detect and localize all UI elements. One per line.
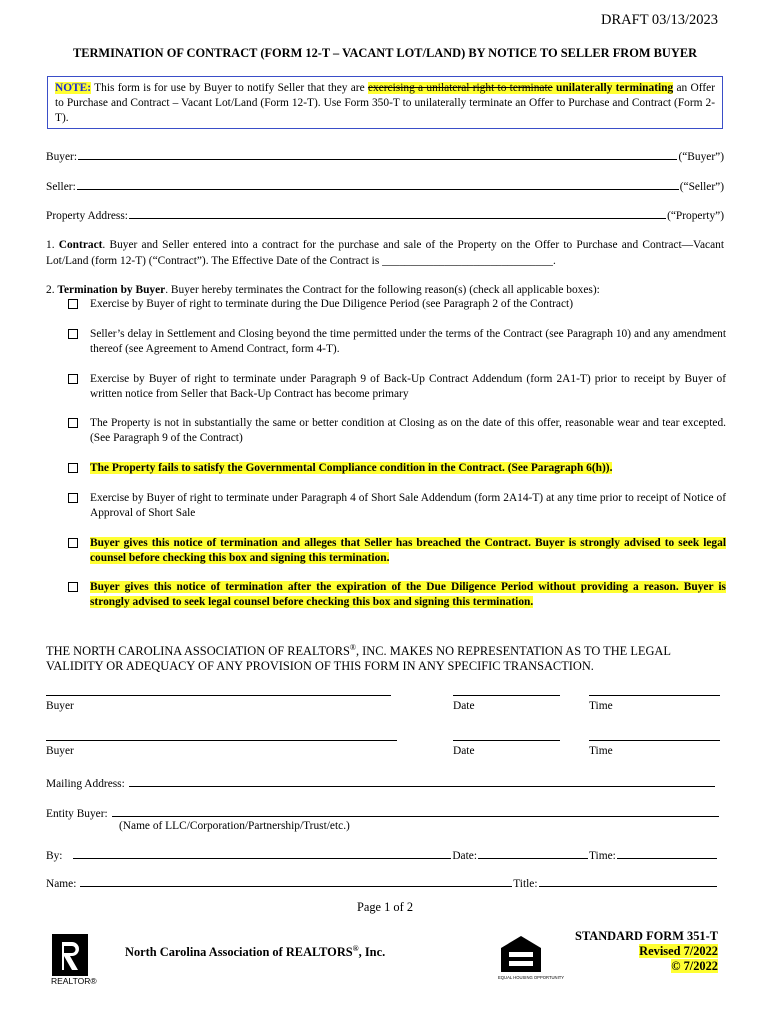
mailing-label: Mailing Address: (46, 778, 128, 790)
form-number: STANDARD FORM 351-T (575, 929, 718, 943)
disclaimer-text: , INC. MAKES NO REPRESENTATION AS TO THE LEGAL VALIDITY OR ADEQUACY OF ANY PROVISION OF THIS FORM IN ANY SPECIFIC TRANSACTION. (46, 644, 671, 674)
checkbox[interactable] (68, 418, 78, 428)
realtor-logo-icon (50, 932, 98, 986)
reason-text: The Property fails to satisfy the Governmental Compliance condition in the Contract. (See Paragraph 6(h)). (90, 462, 613, 474)
buyer-suffix: (“Buyer”) (678, 151, 724, 163)
equal-housing-icon (497, 934, 565, 986)
date-line-2[interactable] (453, 740, 560, 741)
checkbox[interactable] (68, 374, 78, 384)
buyer-label: Buyer: (46, 151, 78, 163)
buyer-line[interactable] (78, 158, 677, 160)
copyright: © 7/2022 (671, 959, 718, 973)
disclaimer-text: THE NORTH CAROLINA ASSOCIATION OF REALTORS (46, 644, 350, 659)
time-label: Time (589, 700, 613, 712)
buyer-label: Buyer (46, 700, 74, 712)
reason-checkbox-due-diligence[interactable] (68, 297, 726, 312)
entity-line[interactable] (112, 815, 719, 817)
reason-checkbox-backup-contract[interactable] (68, 372, 726, 402)
note-inserted-text: unilaterally terminating (552, 82, 674, 94)
entity-label: Entity Buyer: (46, 808, 111, 820)
checkbox[interactable] (68, 582, 78, 592)
reason-checkbox-short-sale[interactable] (68, 491, 726, 521)
seller-field[interactable] (46, 177, 724, 193)
date-line-1[interactable] (453, 695, 560, 696)
by-line[interactable] (73, 857, 451, 859)
section-number: 2. (46, 284, 55, 296)
reason-text: Exercise by Buyer of right to terminate under Paragraph 4 of Short Sale Addendum (form 2A14-T) at any time prior to receipt of Notice of Approval of Short Sale (90, 492, 726, 519)
mailing-address-field[interactable] (46, 774, 716, 790)
seller-label: Seller: (46, 181, 76, 193)
section-heading: Termination by Buyer (57, 284, 166, 296)
svg-text:EQUAL HOUSING OPPORTUNITY: EQUAL HOUSING OPPORTUNITY (498, 975, 565, 980)
time-label: Time (589, 745, 613, 757)
title-label: Title: (513, 878, 538, 890)
name-line[interactable] (80, 885, 512, 887)
date-label: Date (453, 700, 475, 712)
buyer-signature-line-2[interactable] (46, 740, 397, 741)
page-number: Page 1 of 2 (356, 900, 414, 914)
svg-text:REALTOR®: REALTOR® (51, 976, 97, 986)
reason-checkbox-property-condition[interactable] (68, 416, 726, 446)
name-field[interactable] (46, 874, 718, 890)
property-suffix: (“Property”) (667, 210, 724, 222)
name-label: Name: (46, 878, 80, 890)
reason-checkbox-seller-breach[interactable] (68, 536, 726, 566)
form-title: TERMINATION OF CONTRACT (FORM 12-T – VACANT LOT/LAND) BY NOTICE TO SELLER FROM BUYER (72, 46, 698, 60)
section-text: . Buyer hereby terminates the Contract for the following reason(s) (check all applicable boxes): (165, 284, 600, 296)
date-label: Date (453, 745, 475, 757)
section-text: . Buyer and Seller entered into a contract for the purchase and sale of the Property on the Offer to Purchase and Contract—Vacant Lot/Land (form 12-T) (“Contract”). The Effective Date of the Contract is ______________________________. (46, 239, 724, 267)
time-line-1[interactable] (589, 695, 720, 696)
seller-suffix: (“Seller”) (679, 181, 724, 193)
entity-hint: (Name of LLC/Corporation/Partnership/Trust/etc.) (119, 820, 350, 832)
section-contract (46, 237, 724, 269)
buyer-label: Buyer (46, 745, 74, 757)
note-text-pre: This form is for use by Buyer to notify Seller that they are (91, 82, 368, 94)
checkbox[interactable] (68, 463, 78, 473)
time-line[interactable] (617, 857, 717, 859)
mailing-line[interactable] (129, 785, 715, 787)
reason-text: The Property is not in substantially the same or better condition at Closing as on the date of this offer, reasonable wear and tear excepted. (See Paragraph 9 of the Contract) (90, 417, 726, 444)
note-struck-text: exercising a unilateral right to terminate (367, 82, 553, 94)
section-number: 1. (46, 239, 55, 251)
draft-date: DRAFT 03/13/2023 (601, 12, 718, 28)
property-label: Property Address: (46, 210, 128, 222)
reason-text: Exercise by Buyer of right to terminate under Paragraph 9 of Back-Up Contract Addendum (form 2A1-T) prior to receipt by Buyer of written notice from Seller that Back-Up Contract has become primary (90, 373, 726, 400)
registered-mark: ® (349, 643, 356, 652)
by-field[interactable] (46, 846, 718, 862)
date-line[interactable] (478, 857, 588, 859)
reason-text: Buyer gives this notice of termination and alleges that Seller has breached the Contract. Buyer is strongly advised to seek legal counsel before checking this box and signing this termination. (90, 537, 726, 564)
reason-text: Exercise by Buyer of right to terminate during the Due Diligence Period (see Paragraph 2 of the Contract) (90, 298, 573, 310)
title-line[interactable] (539, 885, 718, 887)
association-name: North Carolina Association of REALTORS®, Inc. (125, 944, 386, 960)
date-label: Date: (452, 850, 477, 862)
property-field[interactable] (46, 206, 724, 222)
property-line[interactable] (129, 217, 666, 219)
buyer-field[interactable] (46, 147, 724, 163)
note-box (47, 76, 723, 129)
reason-checkbox-seller-delay[interactable] (68, 327, 726, 357)
note-label: NOTE: (55, 82, 92, 94)
entity-buyer-field[interactable] (46, 804, 720, 820)
legal-disclaimer (46, 640, 726, 674)
reason-checkbox-governmental-compliance[interactable] (68, 461, 726, 476)
form-info (575, 929, 718, 974)
time-label: Time: (588, 850, 616, 862)
buyer-signature-line-1[interactable] (46, 695, 391, 696)
revision-date: Revised 7/2022 (639, 944, 718, 958)
seller-line[interactable] (77, 188, 679, 190)
checkbox[interactable] (68, 493, 78, 503)
checkbox[interactable] (68, 299, 78, 309)
time-line-2[interactable] (589, 740, 720, 741)
by-label: By: (46, 850, 66, 862)
reason-text: Seller’s delay in Settlement and Closing beyond the time permitted under the terms of the Contract (see Paragraph 10) and any amendment thereof (see Agreement to Amend Contract, form 4-T). (90, 328, 726, 355)
section-heading: Contract (58, 239, 103, 251)
reason-text: Buyer gives this notice of termination after the expiration of the Due Diligence Period without providing a reason. Buyer is strongly advised to seek legal counsel before checking this box and signing this termination. (90, 581, 726, 608)
section-termination (46, 282, 724, 298)
checkbox[interactable] (68, 538, 78, 548)
note-text-post: an Offer to Purchase and Contract – Vacant Lot/Land (Form 12-T). Use Form 350-T to unilaterally terminate an Offer to Purchase and Contract (Form 2-T). (55, 82, 716, 124)
checkbox[interactable] (68, 329, 78, 339)
reason-checkbox-no-reason[interactable] (68, 580, 726, 610)
